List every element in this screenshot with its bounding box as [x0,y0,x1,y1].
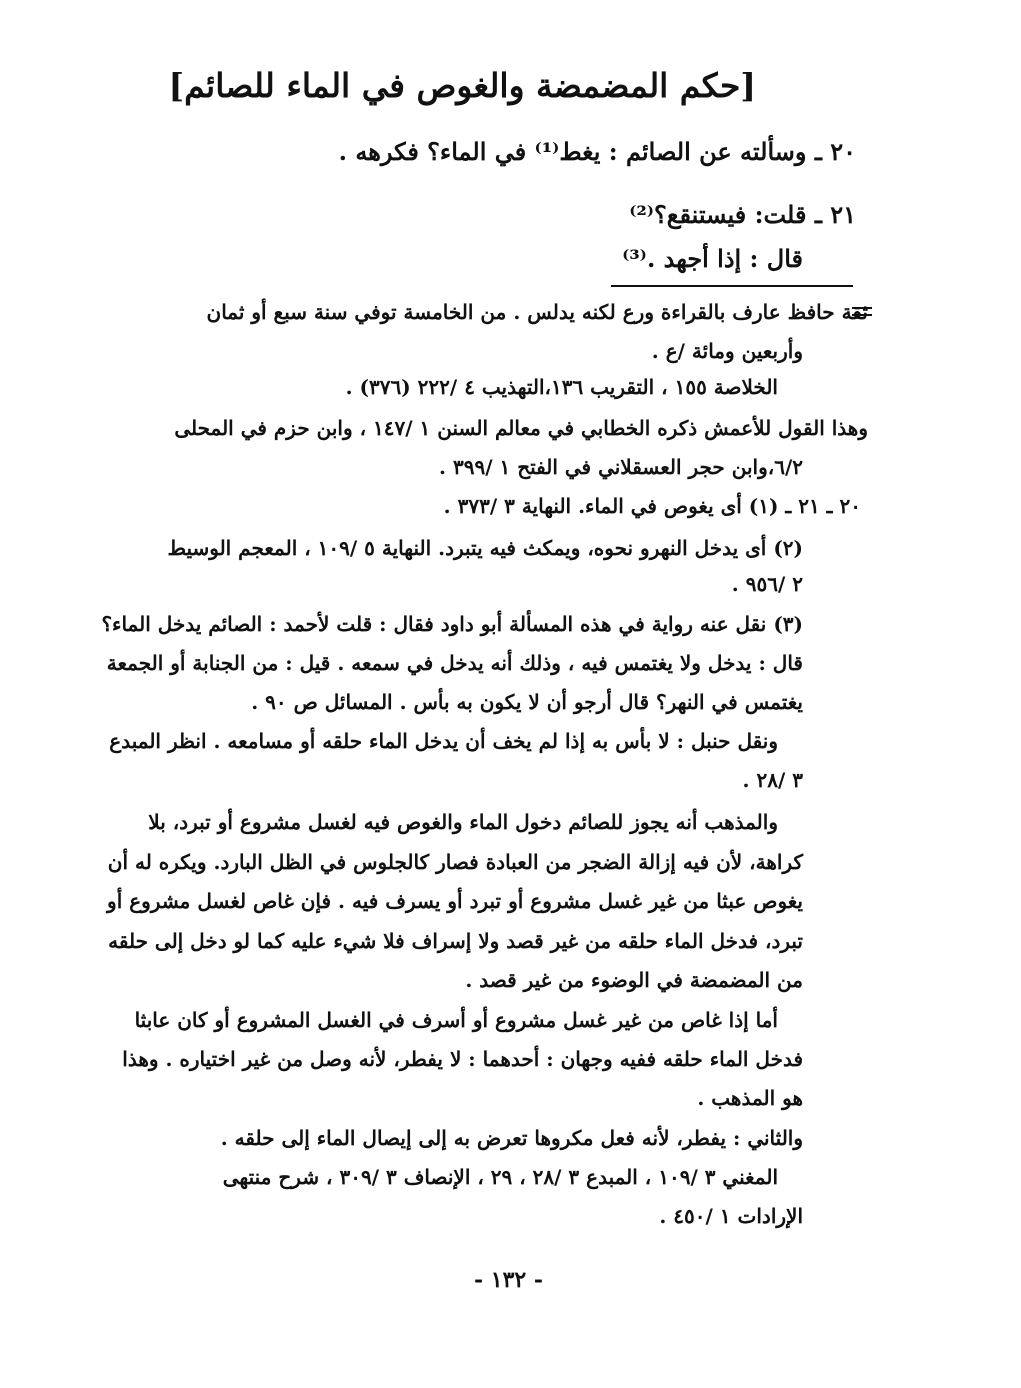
footnote-continued-line: وأربعين ومائة /ع . [651,339,803,363]
question-20: ٢٠ ـ وسألته عن الصائم : يغط⁽¹⁾ في الماء؟ فكرهه . [338,137,856,166]
footnote-1: ٢٠ ـ ٢١ ـ (١) أى يغوص في الماء. النهاية ٣ /٣٧٣ . [443,494,861,518]
footnote-continued-line: ٦/٢،وابن حجر العسقلاني في الفتح ١ /٣٩٩ . [439,455,803,479]
footnote-source-line: الخلاصة ١٥٥ ، التقريب ١٣٦،التهذيب ٤ /٢٢٢ (٣٧٦) . [345,375,778,399]
footnote-3-continued: قال : يدخل ولا يغتمس فيه ، وذلك أنه يدخل في سمعه . قيل : من الجنابة أو الجمعة [106,651,803,675]
footnote-paragraph: والثاني : يفطر، لأنه فعل مكروها تعرض به إلى إيصال الماء إلى حلقه . [220,1126,803,1150]
footnote-3-continued: ٣ /٢٨ . [742,768,803,792]
footnote-3-continued: يغتمس في النهر؟ قال أرجو أن لا يكون به بأس . المسائل ص ٩٠ . [251,690,803,714]
footnote-paragraph: هو المذهب . [697,1086,803,1110]
footnote-paragraph: يغوص عبثا من غير غسل مشروع أو تبرد أو يسرف فيه . فإن غاص لغسل مشروع أو [107,889,803,913]
footnote-paragraph: كراهة، لأن فيه إزالة الضجر من العبادة فصار كالجلوس في الظل البارد. ويكره له أن [107,850,803,874]
footnote-2: (٢) أى يدخل النهرو نحوه، ويمكث فيه يتبرد. النهاية ٥ /١٠٩ ، المعجم الوسيط [167,536,803,560]
footnote-sources: المغني ٣ /١٠٩ ، المبدع ٣ /٢٨ ، ٢٩ ، الإنصاف ٣ /٣٠٩ ، شرح منتهى [222,1165,778,1189]
page-number: - ١٣٢ - [474,1267,544,1293]
footnote-3: (٣) نقل عنه رواية في هذه المسألة أبو داود فقال : قلت لأحمد : الصائم يدخل الماء؟ [101,612,803,636]
footnote-paragraph: من المضمضة في الوضوء من غير قصد . [465,968,803,992]
footnote-continued-line: وهذا القول للأعمش ذكره الخطابي في معالم السنن ١ /١٤٧ ، وابن حزم في المحلى [174,416,868,440]
footnote-divider [611,285,853,287]
footnote-paragraph: تبرد، فدخل الماء حلقه من غير قصد ولا إسراف فلا شيء عليه كما لو دخل إلى حلقه [108,929,803,953]
footnote-3-continued: ونقل حنبل : لا بأس به إذا لم يخف أن يدخل الماء حلقه أو مسامعه . انظر المبدع [109,729,778,753]
footnote-sources: الإرادات ١ /٤٥٠ . [659,1204,803,1228]
footnote-2-continued: ٢ /٩٥٦ . [731,572,803,596]
question-21-answer: قال : إذا أجهد .⁽³⁾ [622,244,803,273]
footnote-paragraph: فدخل الماء حلقه ففيه وجهان : أحدهما : لا يفطر، لأنه وصل من غير اختياره . وهذا [122,1047,803,1071]
question-21: ٢١ ـ قلت: فيستنقع؟⁽²⁾ [629,200,856,229]
page-title: [حكم المضمضة والغوص في الماء للصائم] [168,66,756,105]
footnote-paragraph: والمذهب أنه يجوز للصائم دخول الماء والغوص فيه لغسل مشروع أو تبرد، بلا [148,810,778,834]
footnote-paragraph: أما إذا غاص من غير غسل مشروع أو أسرف في الغسل المشروع أو كان عابثا [134,1008,778,1032]
footnote-continued-line: ثقة حافظ عارف بالقراءة ورع لكنه يدلس . من الخامسة توفي سنة سبع أو ثمان [206,300,868,324]
